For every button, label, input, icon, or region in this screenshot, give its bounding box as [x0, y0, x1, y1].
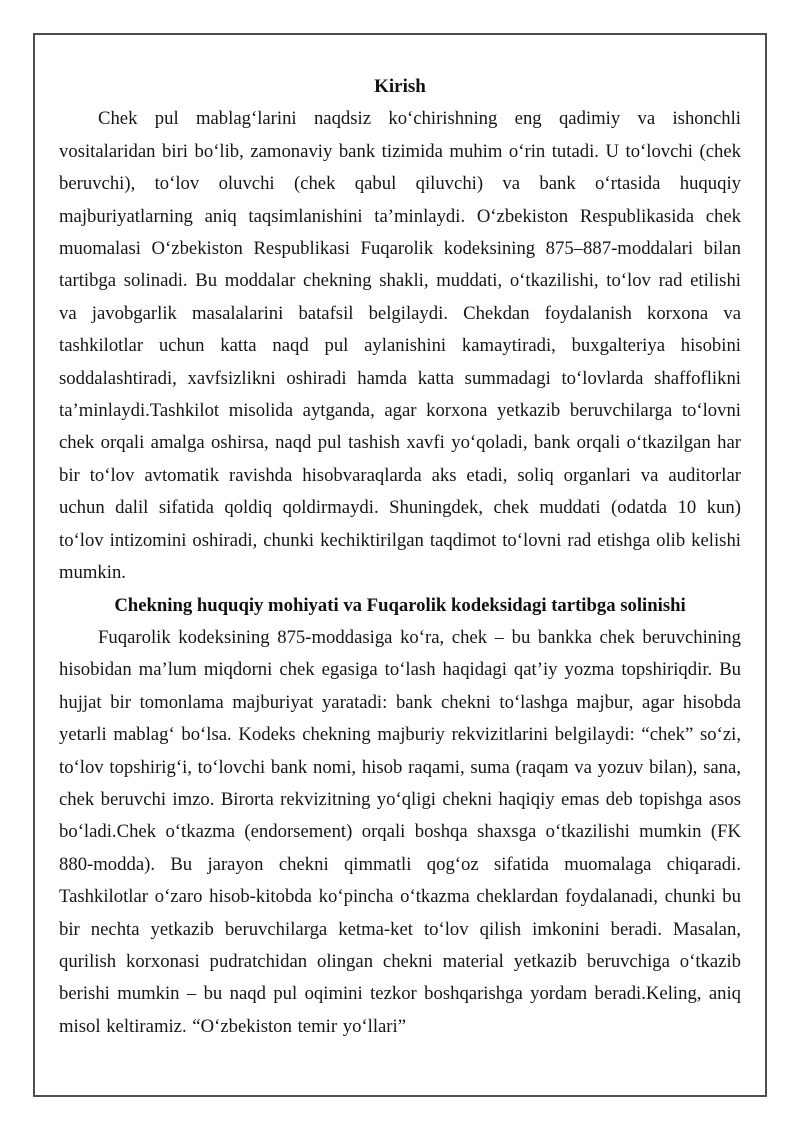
page-border-frame [33, 33, 767, 1097]
intro-paragraph: Chek pul mablag‘larini naqdsiz ko‘chirishning eng qadimiy va ishonchli vositalaridan biri bo‘lib, zamonaviy bank tizimida muhim o‘rin tutadi. U to‘lovchi (chek beruvchi), to‘lov oluvchi (chek qabul qiluvchi) va bank o‘rtasida huquqiy majburiyatlarning aniq taqsimlanishini ta’minlaydi. O‘zbekiston Respublikasida chek muomalasi O‘zbekiston Respublikasi Fuqarolik kodeksining 875–887-moddalari bilan tartibga solinadi. Bu moddalar chekning shakli, muddati, o‘tkazilishi, to‘lov rad etilishi va javobgarlik masalalarini batafsil belgilaydi. Chekdan foydalanish korxona va tashkilotlar uchun katta naqd pul aylanishini kamaytiradi, buxgalteriya hisobini soddalashtiradi, xavfsizlikni oshiradi hamda katta summadagi to‘lovlarda shaffoflikni ta’minlaydi.Tashkilot misolida aytganda, agar korxona yetkazib beruvchilarga to‘lovni chek orqali amalga oshirsa, naqd pul tashish xavfi yo‘qoladi, bank orqali o‘tkazilgan har bir to‘lov avtomatik ravishda hisobvaraqlarda aks etadi, soliq organlari va auditorlar uchun dalil sifatida qoldiq qoldirmaydi. Shuningdek, chek muddati (odatda 10 kun) to‘lov intizomini oshiradi, chunki kechiktirilgan taqdimot to‘lovni rad etishga olib kelishi mumkin. [59, 108, 741, 584]
legal-nature-paragraph: Fuqarolik kodeksining 875-moddasiga ko‘ra, chek – bu bankka chek beruvchining hisobidan ma’lum miqdorni chek egasiga to‘lash haqidagi qat’iy yozma topshiriqdir. Bu hujjat bir tomonlama majburiyat yaratadi: bank chekni to‘lashga majbur, agar hisobda yetarli mablag‘ bo‘lsa. Kodeks chekning majburiy rekvizitlarini belgilaydi: “chek” so‘zi, to‘lov topshirig‘i, to‘lovchi bank nomi, hisob raqami, suma (raqam va yozuv bilan), sana, chek beruvchi imzo. Birorta rekvizitning yo‘qligi chekni haqiqiy emas deb topishga asos bo‘ladi.Chek o‘tkazma (endorsement) orqali boshqa shaxsga o‘tkazilishi mumkin (FK 880-modda). Bu jarayon chekni qimmatli qog‘oz sifatida muomalaga chiqaradi. Tashkilotlar o‘zaro hisob-kitobda ko‘pincha o‘tkazma cheklardan foydalanadi, chunki bu bir nechta yetkazib beruvchilarga ketma-ket to‘lov qilish imkonini beradi. Masalan, qurilish korxonasi pudratchidan olingan chekni material yetkazib beruvchiga o‘tkazib berishi mumkin – bu naqd pul oqimini tezkor boshqarishga yordam beradi.Keling, aniq misol keltiramiz. “O‘zbekiston temir yo‘llari” [59, 626, 741, 1037]
section-heading-legal-nature: Chekning huquqiy mohiyati va Fuqarolik kodeksidagi tartibga solinishi [114, 594, 686, 616]
document-title: Kirish [374, 76, 426, 97]
